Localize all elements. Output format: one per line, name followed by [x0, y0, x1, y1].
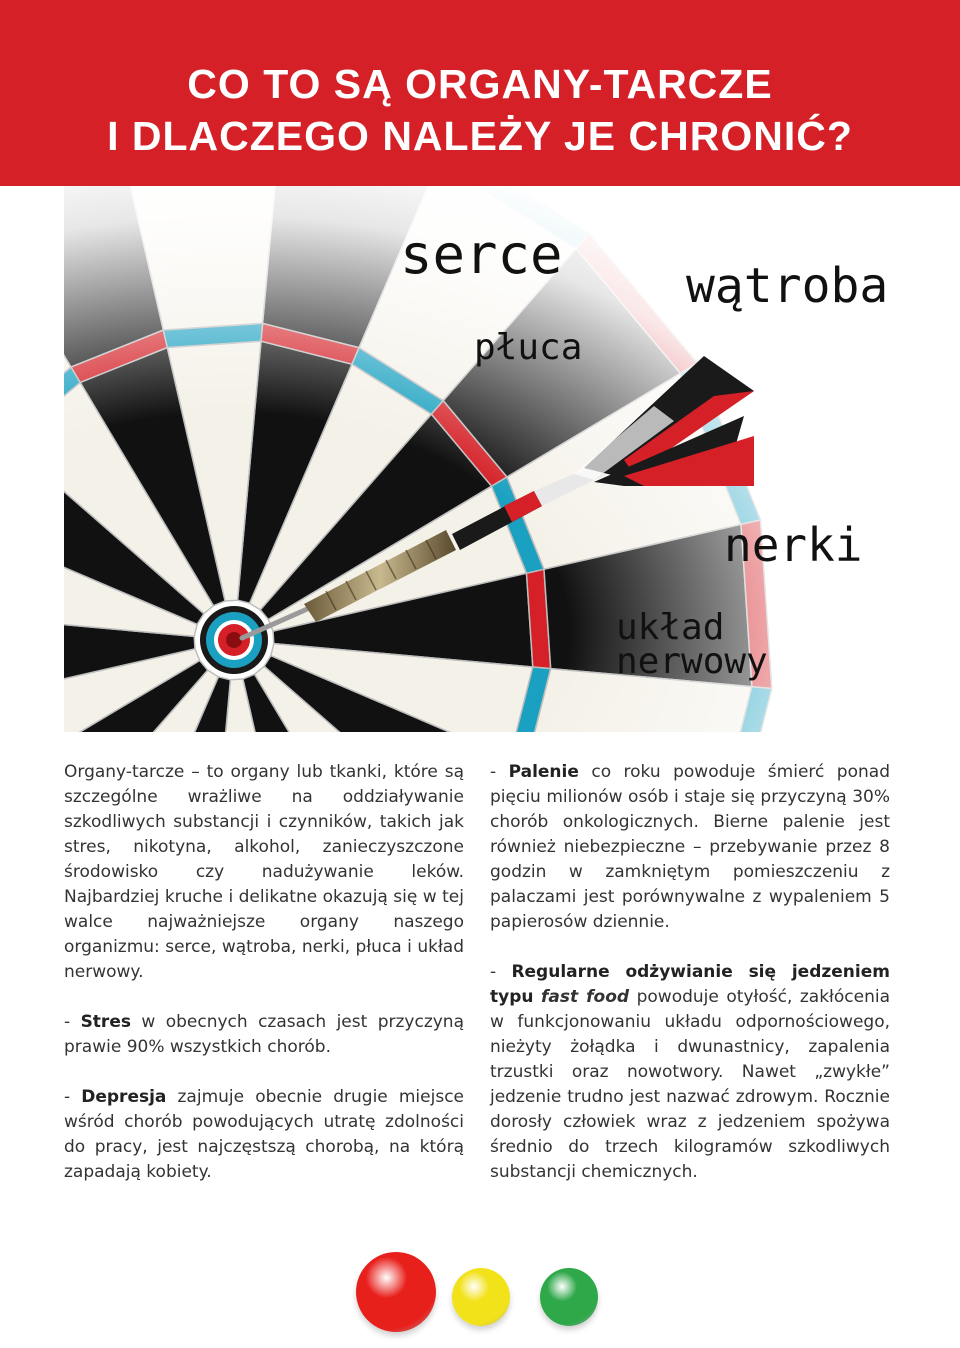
stres-text: w obecnych czasach jest przyczyną prawie 90% wszystkich chorób.: [64, 1012, 464, 1057]
zywienie-text: powoduje otyłość, zakłócenia w funkcjonowaniu układu odpornościowego, nieżyty żołądka i dwunastnicy, zapalenia trzustki oraz nowotwory. Nawet „zwykłe” jedzenie trudno jest nazwać zdrowym. Rocznie dorosły człowiek wraz z jedzeniem spożywa średnio do trzech kilogramów szkodliwych substancji chemicznych.: [490, 987, 891, 1182]
title-line-1: CO TO SĄ ORGANY-TARCZE: [187, 61, 773, 107]
green-light-icon: [540, 1268, 598, 1326]
depresja-heading: Depresja: [81, 1087, 167, 1107]
label-pluca: płuca: [474, 327, 583, 368]
depresja-paragraph: [64, 1085, 464, 1185]
palenie-paragraph: [490, 760, 890, 935]
depresja-text: zajmuje obecnie drugie miejsce wśród chorób powodujących utratę zdolności do pracy, jest najczęstszą chorobą, na którą zapadają kobiety.: [64, 1087, 464, 1182]
red-light-icon: [356, 1252, 436, 1332]
label-serce: serce: [400, 223, 563, 286]
palenie-text: co roku powoduje śmierć ponad pięciu milionów osób i staje się przyczyną 30% chorób onkologicznych. Bierne palenie jest również niebezpieczne – przebywanie przez 8 godzin w zamkniętym pomieszczeniu z palaczami jest porównywalne z wypaleniem 5 papierosów dziennie.: [490, 762, 890, 932]
label-nerki: nerki: [724, 518, 863, 572]
dartboard-image: [64, 186, 900, 732]
zywienie-dash: -: [490, 962, 512, 982]
yellow-light-icon: [452, 1268, 510, 1326]
label-nerwowy: nerwowy: [616, 641, 768, 682]
header-banner: [0, 0, 960, 186]
zywienie-paragraph: [490, 960, 890, 1185]
stres-paragraph: [64, 1010, 464, 1060]
label-uklad: układ: [616, 607, 725, 648]
page-title: [0, 58, 960, 162]
right-column: [490, 760, 890, 1210]
traffic-lights: [0, 1252, 960, 1342]
palenie-dash: -: [490, 762, 509, 782]
zywienie-heading: Regularne odżywianie się jedzeniem typu: [490, 962, 890, 1007]
left-column: [64, 760, 464, 1210]
stres-heading: Stres: [80, 1012, 131, 1032]
depresja-dash: -: [64, 1087, 82, 1107]
title-line-2: I DLACZEGO NALEŻY JE CHRONIĆ?: [107, 113, 853, 159]
palenie-heading: Palenie: [508, 762, 579, 782]
stres-dash: -: [64, 1012, 81, 1032]
fast-food-term: fast food: [541, 987, 630, 1007]
label-watroba: wątroba: [686, 258, 889, 314]
intro-paragraph: Organy-tarcze – to organy lub tkanki, które są szczególne wrażliwe na oddziaływanie szkodliwych substancji i czynników, takich jak stres, nikotyna, alkohol, zanieczyszczone środowisko czy nadużywanie leków. Najbardziej kruche i delikatne okazują się w tej walce najważniejsze organy naszego organizmu: serce, wątroba, nerki, płuca i układ nerwowy.: [64, 762, 464, 982]
